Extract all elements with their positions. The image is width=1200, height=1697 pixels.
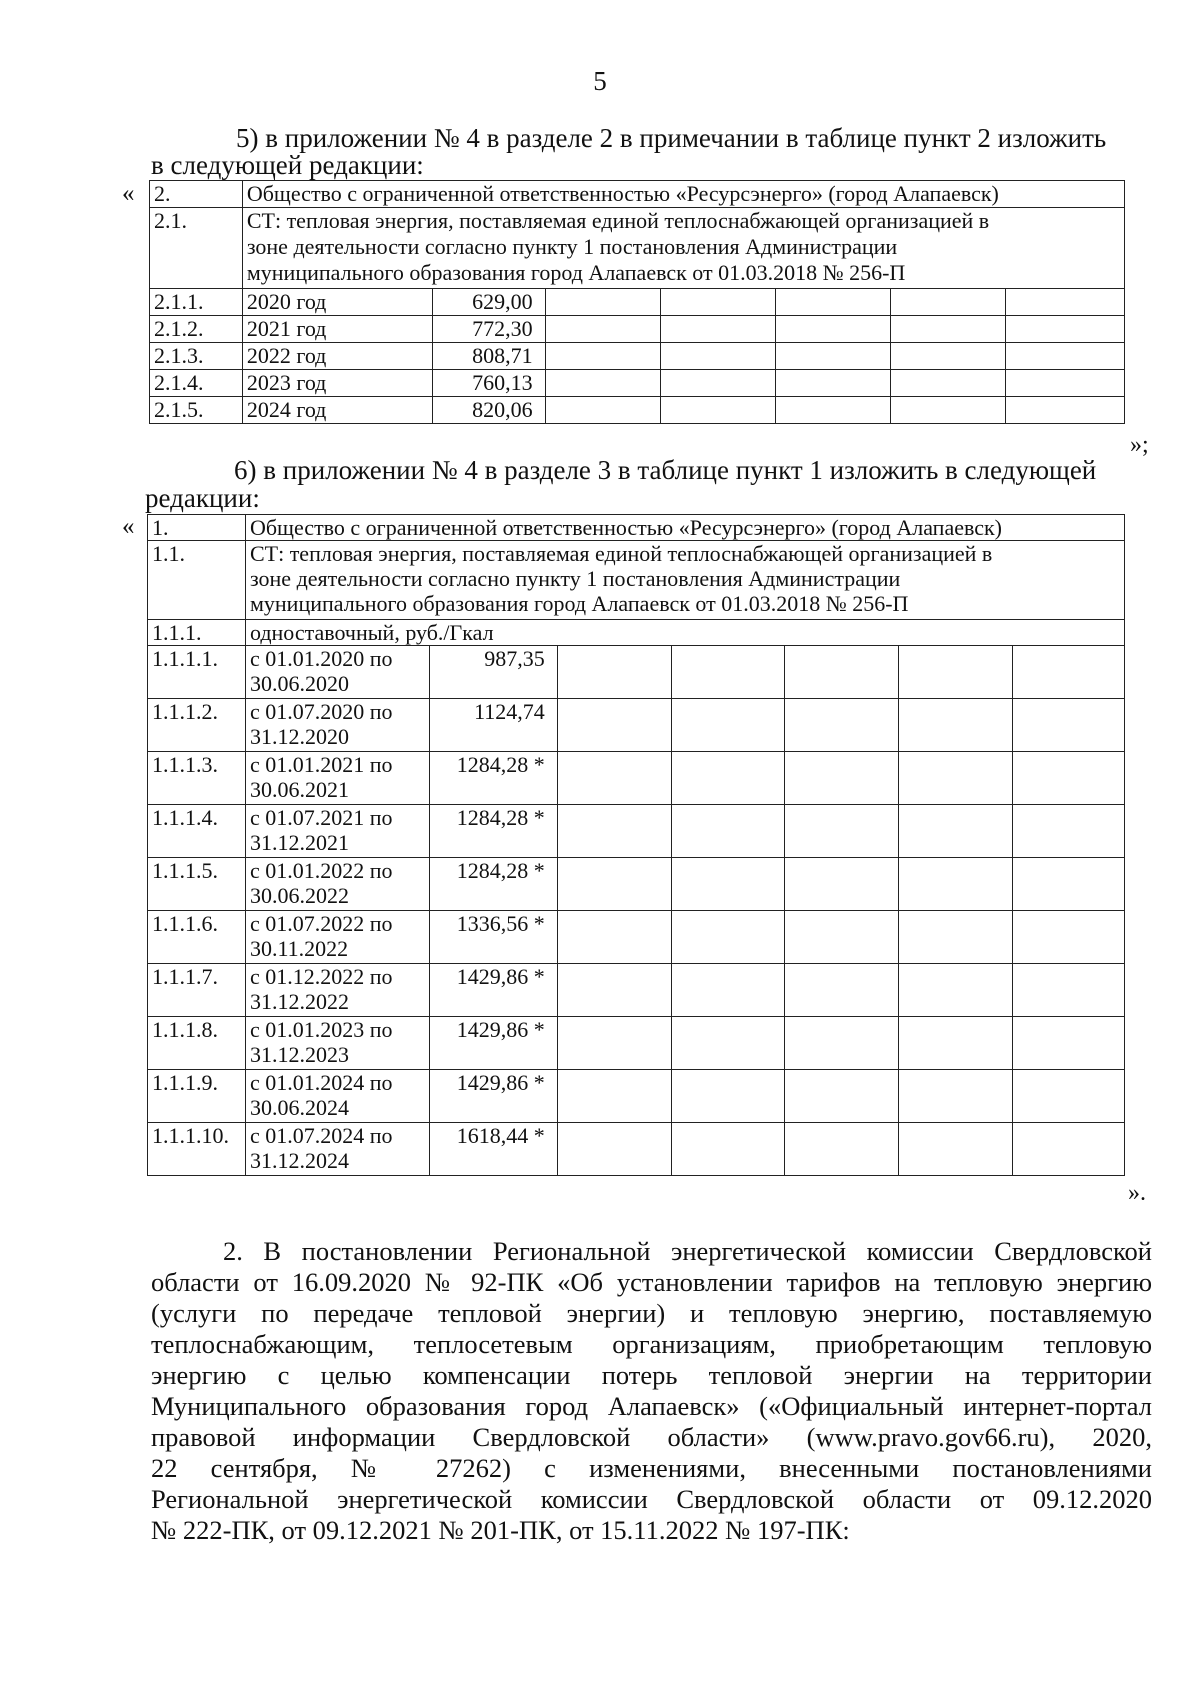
period-line: 30.06.2022	[249, 883, 349, 908]
row-num: 2.1.5.	[150, 397, 243, 424]
item5-intro-line2: в следующей редакции:	[151, 150, 424, 180]
row-period	[245, 1070, 429, 1123]
section2-line: области от 16.09.2020 № 92-ПК «Об установлении тарифов на тепловую энергию	[151, 1267, 1152, 1297]
section2-paragraph	[151, 1236, 1152, 1546]
row-num: 1.1.1.3.	[148, 752, 246, 805]
item6-sub-line: зоне деятельности согласно пункту 1 постановления Администрации	[249, 566, 901, 591]
row-num: 1.1.1.10.	[148, 1123, 246, 1176]
item5-sub-line: муниципального образования город Алапаевск от 01.03.2018 № 256-П	[246, 260, 906, 285]
table-row	[148, 858, 1125, 911]
row-num: 1.1.1.8.	[148, 1017, 246, 1070]
period-line: с 01.07.2024 по	[249, 1123, 393, 1148]
row-value: 772,30	[432, 316, 545, 343]
table-row	[148, 911, 1125, 964]
row-period	[245, 1123, 429, 1176]
row-value: 1336,56 *	[429, 911, 557, 964]
item6-sub-line: СТ: тепловая энергия, поставляемая единой теплоснабжающей организацией в	[249, 541, 993, 566]
table-row	[150, 397, 1125, 424]
period-line: с 01.01.2024 по	[249, 1070, 393, 1095]
row-value: 1429,86 *	[429, 1070, 557, 1123]
item5-sub-text	[242, 208, 1124, 289]
row-period	[245, 752, 429, 805]
item5-close-quote: »;	[1130, 432, 1149, 458]
row-period	[245, 911, 429, 964]
item5-sub-line: зоне деятельности согласно пункту 1 постановления Администрации	[246, 234, 898, 259]
row-period	[245, 646, 429, 699]
table-row	[148, 699, 1125, 752]
page-number: 5	[593, 66, 607, 96]
row-num: 1.1.1.7.	[148, 964, 246, 1017]
table-row	[148, 964, 1125, 1017]
item6-open-quote: «	[122, 513, 135, 540]
row-year: 2024 год	[242, 397, 432, 424]
row-period	[245, 1017, 429, 1070]
item5-header-row	[150, 181, 1125, 208]
section2-line: (услуги по передаче тепловой энергии) и тепловую энергию, поставляемую	[151, 1298, 1152, 1328]
item6-rate-row	[148, 620, 1125, 646]
section2-line: № 222-ПК, от 09.12.2021 № 201-ПК, от 15.11.2022 № 197-ПК:	[151, 1515, 850, 1545]
table-row	[148, 805, 1125, 858]
period-line: с 01.07.2021 по	[249, 805, 393, 830]
section2-line: правовой информации Свердловской области» (www.pravo.gov66.ru), 2020,	[151, 1422, 1152, 1452]
item6-intro-line1: 6) в приложении № 4 в разделе 3 в таблице пункт 1 изложить в следующей	[234, 455, 1097, 485]
item5-sub-line: СТ: тепловая энергия, поставляемая единой теплоснабжающей организацией в	[246, 208, 990, 233]
row-num: 1.1.1.5.	[148, 858, 246, 911]
row-value: 987,35	[429, 646, 557, 699]
table-row	[150, 370, 1125, 397]
item6-sub-text	[245, 541, 1124, 620]
item6-rate-text: одноставочный, руб./Гкал	[245, 620, 1124, 646]
item6-header-text: Общество с ограниченной ответственностью «Ресурсэнерго» (город Алапаевск)	[245, 515, 1124, 541]
row-num: 2.1.4.	[150, 370, 243, 397]
table-row	[150, 343, 1125, 370]
row-value: 629,00	[432, 289, 545, 316]
section2-line: 2. В постановлении Региональной энергетической комиссии Свердловской	[223, 1236, 1152, 1266]
section2-line: 22 сентября, № 27262) с изменениями, внесенными постановлениями	[151, 1453, 1152, 1483]
item6-sub-line: муниципального образования город Алапаевск от 01.03.2018 № 256-П	[249, 591, 909, 616]
table-row	[150, 289, 1125, 316]
item5-table	[149, 180, 1125, 424]
row-year: 2022 год	[242, 343, 432, 370]
item5-intro-line1: 5) в приложении № 4 в разделе 2 в примечании в таблице пункт 2 изложить	[236, 123, 1107, 153]
table-row	[148, 752, 1125, 805]
period-line: с 01.01.2022 по	[249, 858, 393, 883]
period-line: 31.12.2023	[249, 1042, 349, 1067]
row-year: 2023 год	[242, 370, 432, 397]
item5-sub-num: 2.1.	[150, 208, 243, 289]
period-line: 30.06.2024	[249, 1095, 349, 1120]
item5-open-quote: «	[122, 180, 135, 207]
item6-close-quote: ».	[1128, 1180, 1146, 1206]
row-value: 760,13	[432, 370, 545, 397]
item6-table	[147, 514, 1125, 1176]
table-row	[148, 646, 1125, 699]
row-value: 1618,44 *	[429, 1123, 557, 1176]
period-line: с 01.07.2022 по	[249, 911, 393, 936]
row-value: 820,06	[432, 397, 545, 424]
row-num: 1.1.1.9.	[148, 1070, 246, 1123]
item6-header-row	[148, 515, 1125, 541]
period-line: с 01.01.2021 по	[249, 752, 393, 777]
period-line: с 01.07.2020 по	[249, 699, 393, 724]
row-year: 2021 год	[242, 316, 432, 343]
section2-line: энергию с целью компенсации потерь тепловой энергии на территории	[151, 1360, 1152, 1390]
item6-rate-num: 1.1.1.	[148, 620, 246, 646]
period-line: 31.12.2020	[249, 724, 349, 749]
period-line: с 01.01.2023 по	[249, 1017, 393, 1042]
row-year: 2020 год	[242, 289, 432, 316]
row-num: 1.1.1.4.	[148, 805, 246, 858]
section2-line: Региональной энергетической комиссии Свердловской области от 09.12.2020	[151, 1484, 1152, 1514]
row-period	[245, 858, 429, 911]
item6-header-num: 1.	[148, 515, 246, 541]
period-line: с 01.01.2020 по	[249, 646, 393, 671]
table-row	[148, 1123, 1125, 1176]
item6-sub-num: 1.1.	[148, 541, 246, 620]
item5-sub-row	[150, 208, 1125, 289]
row-num: 1.1.1.1.	[148, 646, 246, 699]
period-line: 30.06.2020	[249, 671, 349, 696]
row-num: 2.1.3.	[150, 343, 243, 370]
row-value: 808,71	[432, 343, 545, 370]
row-period	[245, 699, 429, 752]
period-line: 31.12.2021	[249, 830, 349, 855]
row-value: 1429,86 *	[429, 964, 557, 1017]
period-line: 31.12.2024	[249, 1148, 349, 1173]
table-row	[150, 316, 1125, 343]
period-line: с 01.12.2022 по	[249, 964, 393, 989]
section2-line: теплоснабжающим, теплосетевым организациям, приобретающим тепловую	[151, 1329, 1152, 1359]
row-num: 1.1.1.6.	[148, 911, 246, 964]
period-line: 30.11.2022	[249, 936, 349, 961]
item6-sub-row	[148, 541, 1125, 620]
item5-header-num: 2.	[150, 181, 243, 208]
row-value: 1429,86 *	[429, 1017, 557, 1070]
item5-header-text: Общество с ограниченной ответственностью «Ресурсэнерго» (город Алапаевск)	[242, 181, 1124, 208]
table-row	[148, 1070, 1125, 1123]
row-num: 1.1.1.2.	[148, 699, 246, 752]
row-num: 2.1.2.	[150, 316, 243, 343]
row-period	[245, 964, 429, 1017]
row-value: 1284,28 *	[429, 858, 557, 911]
row-num: 2.1.1.	[150, 289, 243, 316]
item6-intro-line2: редакции:	[145, 483, 260, 513]
row-period	[245, 805, 429, 858]
row-value: 1124,74	[429, 699, 557, 752]
row-value: 1284,28 *	[429, 805, 557, 858]
section2-line: Муниципального образования город Алапаевск» («Официальный интернет-портал	[151, 1391, 1152, 1421]
period-line: 30.06.2021	[249, 777, 349, 802]
row-value: 1284,28 *	[429, 752, 557, 805]
period-line: 31.12.2022	[249, 989, 349, 1014]
table-row	[148, 1017, 1125, 1070]
